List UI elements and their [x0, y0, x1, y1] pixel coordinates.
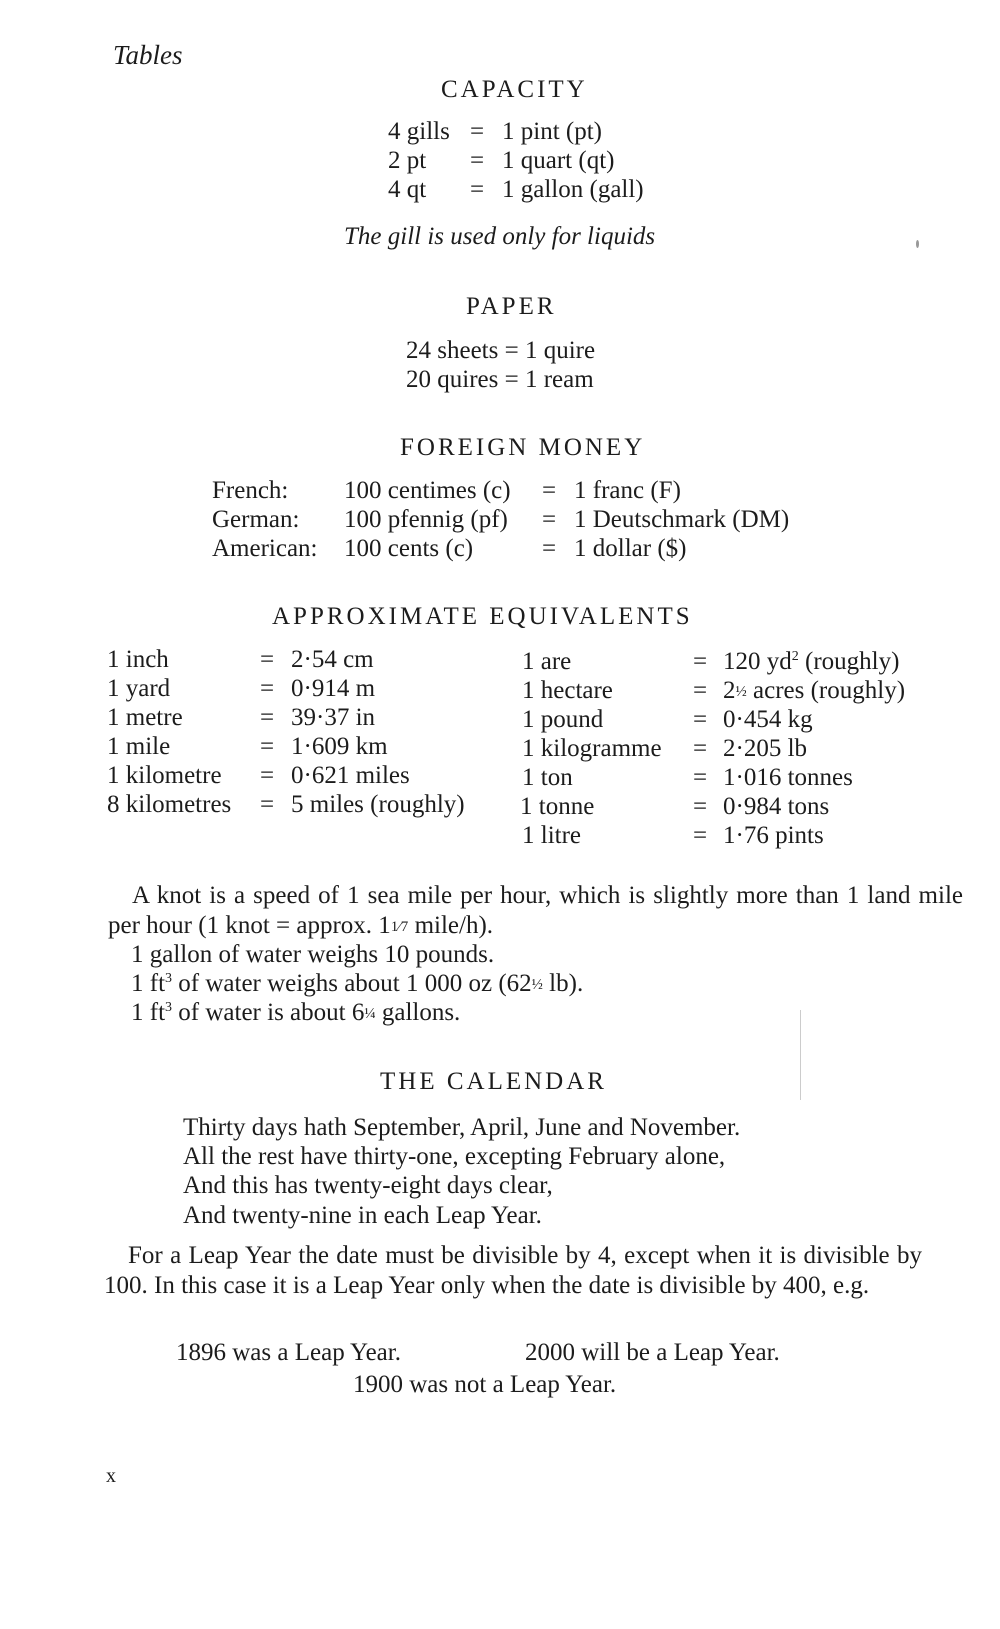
- equivalent-rhs: 5 miles (roughly): [291, 791, 465, 818]
- equivalent-eq: =: [260, 762, 275, 789]
- capacity-eq: =: [470, 176, 485, 203]
- equivalent-eq: =: [260, 791, 275, 818]
- equivalent-lhs: 1 yard: [107, 675, 171, 702]
- equivalent-eq: =: [693, 648, 708, 675]
- equivalent-eq: =: [260, 675, 275, 702]
- equivalent-rhs: 1·76 pints: [723, 822, 824, 849]
- money-country: German:: [212, 506, 300, 533]
- equivalents-heading: APPROXIMATE EQUIVALENTS: [272, 603, 693, 630]
- paper-row: 20 quires = 1 ream: [406, 366, 594, 393]
- leap-example: 1896 was a Leap Year.: [176, 1339, 401, 1366]
- money-country: American:: [212, 535, 318, 562]
- capacity-eq: =: [470, 118, 485, 145]
- capacity-lhs: 4 qt: [388, 176, 427, 203]
- knot-paragraph: A knot is a speed of 1 sea mile per hour, which is slightly more than 1 land mile per hour (1 knot = approx. 11⁄7 mile/h).: [108, 882, 963, 939]
- verse-line: All the rest have thirty-one, excepting February alone,: [183, 1143, 726, 1170]
- leap-example: 1900 was not a Leap Year.: [353, 1371, 617, 1398]
- capacity-lhs: 2 pt: [388, 147, 427, 174]
- equivalent-lhs: 1 litre: [522, 822, 582, 849]
- equivalent-rhs: 39·37 in: [291, 704, 376, 731]
- equivalent-rhs: 1·609 km: [291, 733, 388, 760]
- money-rhs: 1 dollar ($): [574, 535, 687, 562]
- fraction: 1⁄7: [390, 919, 409, 935]
- equivalent-lhs: 1 hectare: [522, 677, 613, 704]
- capacity-rhs: 1 quart (qt): [502, 147, 615, 174]
- equivalent-eq: =: [693, 735, 708, 762]
- equivalent-lhs: 1 metre: [107, 704, 183, 731]
- money-lhs: 100 pfennig (pf): [344, 506, 508, 533]
- money-country: French:: [212, 477, 289, 504]
- money-eq: =: [542, 477, 557, 504]
- leap-year-rule: For a Leap Year the date must be divisible by 4, except when it is divisible by 100. In this case it is a Leap Year only when the date is divisible by 400, e.g.: [104, 1242, 922, 1299]
- foreign-money-heading: FOREIGN MONEY: [400, 434, 646, 461]
- superscript: 3: [165, 1000, 173, 1015]
- equivalent-rhs: 0·984 tons: [723, 793, 830, 820]
- equivalent-lhs: 1 kilogramme: [522, 735, 662, 762]
- capacity-note: The gill is used only for liquids: [344, 223, 656, 250]
- equivalent-eq: =: [693, 793, 708, 820]
- paper-row: 24 sheets = 1 quire: [406, 337, 596, 364]
- running-head: Tables: [113, 40, 183, 70]
- equivalent-rhs: 120 $yd^2$ (roughly): [723, 648, 900, 675]
- equivalent-eq: =: [260, 733, 275, 760]
- fraction: ½: [735, 684, 747, 700]
- equivalent-eq: =: [693, 677, 708, 704]
- equivalent-rhs: 0·621 miles: [291, 762, 410, 789]
- capacity-heading: CAPACITY: [441, 76, 588, 103]
- equivalent-eq: =: [693, 706, 708, 733]
- equivalent-rhs: 1·016 tonnes: [723, 764, 853, 791]
- equivalent-eq: =: [693, 822, 708, 849]
- capacity-eq: =: [470, 147, 485, 174]
- equivalent-rhs: 2½ acres (roughly): [723, 677, 906, 704]
- verse-line: Thirty days hath September, April, June and November.: [183, 1114, 741, 1141]
- equivalent-rhs: 2·205 lb: [723, 735, 808, 762]
- capacity-rhs: 1 gallon (gall): [502, 176, 644, 203]
- paper-heading: PAPER: [466, 293, 557, 320]
- equivalent-eq: =: [260, 646, 275, 673]
- money-lhs: 100 cents (c): [344, 535, 474, 562]
- equivalent-lhs: 1 mile: [107, 733, 171, 760]
- capacity-rhs: 1 pint (pt): [502, 118, 602, 145]
- calendar-heading: THE CALENDAR: [380, 1068, 607, 1095]
- equivalent-eq: =: [693, 764, 708, 791]
- scan-rule: [800, 1010, 801, 1100]
- superscript: 2: [791, 649, 799, 664]
- equivalent-rhs: 0·914 m: [291, 675, 376, 702]
- equivalent-lhs: 1 inch: [107, 646, 169, 673]
- equivalent-lhs: 8 kilometres: [107, 791, 232, 818]
- equivalent-lhs: 1 tonne: [520, 793, 595, 820]
- money-lhs: 100 centimes (c): [344, 477, 511, 504]
- money-eq: =: [542, 506, 557, 533]
- ft3-gallons-note: 1 $ft^3$ of water is about 6¼ gallons.: [131, 999, 461, 1026]
- money-rhs: 1 Deutschmark (DM): [574, 506, 790, 533]
- fraction: ¼: [364, 1006, 376, 1022]
- superscript: 3: [165, 971, 173, 986]
- verse-line: And twenty-nine in each Leap Year.: [183, 1202, 542, 1229]
- gallon-note: 1 gallon of water weighs 10 pounds.: [131, 941, 495, 968]
- scan-speck: [916, 240, 919, 248]
- equivalent-lhs: 1 are: [522, 648, 572, 675]
- leap-example: 2000 will be a Leap Year.: [525, 1339, 780, 1366]
- equivalent-lhs: 1 pound: [522, 706, 604, 733]
- equivalent-lhs: 1 kilometre: [107, 762, 222, 789]
- page-number: x: [106, 1465, 116, 1487]
- equivalent-eq: =: [260, 704, 275, 731]
- verse-line: And this has twenty-eight days clear,: [183, 1172, 553, 1199]
- capacity-lhs: 4 gills: [388, 118, 450, 145]
- money-eq: =: [542, 535, 557, 562]
- equivalent-lhs: 1 ton: [522, 764, 573, 791]
- fraction: ½: [531, 977, 543, 993]
- equivalent-rhs: 2·54 cm: [291, 646, 374, 673]
- money-rhs: 1 franc (F): [574, 477, 681, 504]
- equivalent-rhs: 0·454 kg: [723, 706, 813, 733]
- ft3-weight-note: 1 $ft^3$ of water weighs about 1 000 oz (62½ lb).: [131, 970, 584, 997]
